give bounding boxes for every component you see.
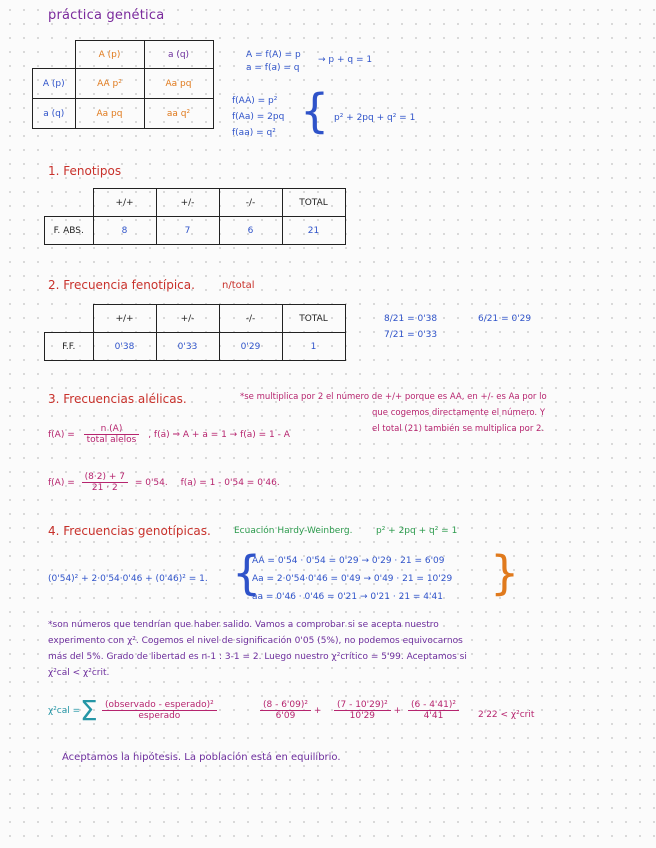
section-3-heading: 3. Frecuencias alélicas. [48,392,187,406]
punnett-col-header: a (q) [144,41,213,69]
chi-result: 2'22 < χ²crit [478,710,535,720]
calc-fa-result: f(a) = 1 - 0'54 = 0'46. [180,478,280,488]
hardy-weinberg-equation: p² + 2pq + q² = 1 [376,526,458,536]
section-2-heading: 2. Frecuencia fenotípica. [48,278,195,292]
calc-denominator: 21 · 2 [91,483,118,493]
row-label: F. ABS. [45,217,94,245]
punnett-cell: Aa pq [144,69,213,99]
term-den: 6'09 [275,711,296,721]
allele-def-a: A = f(A) = p [246,50,301,60]
freq-aa-dominant: f(AA) = p² [232,96,278,106]
chi-note-line-2: experimento con χ². Cogemos el nivel de significación 0'05 (5%), no podemos equivocarnos [48,636,463,646]
sigma-icon: Σ [80,694,98,727]
table-header: +/- [156,305,219,333]
table-cell: 7 [156,217,219,245]
chi-note-line-1: *son números que tendrían que haber salido. Vamos a comprobar si se acepta nuestro [48,620,439,630]
punnett-row-header: A (p) [33,69,76,99]
freq-aa-recessive: f(aa) = q² [232,128,276,138]
freq-aa-heterozygous: f(Aa) = 2pq [232,112,285,122]
chi-general-fraction [102,700,217,721]
genotype-calc-row: Aa = 2·0'54·0'46 = 0'49 → 0'49 · 21 = 10'29 [252,574,453,584]
hw-verification: (0'54)² + 2·0'54·0'46 + (0'46)² = 1. [48,574,208,584]
note-line-1: *se multiplica por 2 el número de +/+ porque es AA, en +/- es Aa por lo [240,392,547,402]
calc-result: = 0'54. [134,478,168,488]
phenotype-frequency-table [44,304,346,361]
calc-freq-1: 8/21 = 0'38 [384,314,438,324]
brace-icon: { [300,84,330,138]
allele-freq-calc [48,472,280,493]
chi-general-num: (observado - esperado)² [102,700,217,711]
note-line-2: que cogemos directamente el número. Y [372,408,546,418]
genotype-calc-row: AA = 0'54 · 0'54 = 0'29 → 0'29 · 21 = 6'09 [252,556,445,566]
table-cell: 0'33 [156,333,219,361]
table-header: TOTAL [282,189,345,217]
term-num: (7 - 10'29)² [334,700,391,711]
chi-term-2: $\frac{\text{(7 - 10'29)²}}{10'29}$ + [334,700,401,721]
punnett-cell: aa q² [144,99,213,129]
table-header: +/- [156,189,219,217]
calc-freq-3: 6/21 = 0'29 [478,314,532,324]
punnett-cell: AA p² [75,69,144,99]
note-line-3: el total (21) también se multiplica por 2. [372,424,545,434]
genotype-calc-row: aa = 0'46 · 0'46 = 0'21 → 0'21 · 21 = 4'41 [252,592,443,602]
term-den: 4'41 [423,711,444,721]
term-num: (8 - 6'09)² [260,700,311,711]
row-label: F.F. [45,333,94,361]
punnett-row-header: a (q) [33,99,76,129]
punnett-cell: Aa pq [75,99,144,129]
chi-note-line-3: más del 5%. Grado de libertad es n-1 : 3-1 = 2. Luego nuestro χ²crítico = 5'99. Aceptamos si [48,652,467,662]
allele-def-a-rec: a = f(a) = q [246,63,300,73]
equation-label: Ecuación Hardy-Weinberg. [234,526,353,536]
punnett-col-header: A (p) [75,41,144,69]
table-cell: 1 [282,333,345,361]
term-num: (6 - 4'41)² [408,700,459,711]
table-header: -/- [219,189,282,217]
table-header: +/+ [93,189,156,217]
page-title: práctica genética [48,8,165,23]
brace-icon: { [232,546,262,600]
chi-note-line-4: χ²cal < χ²crit. [48,668,110,678]
fa-numerator: n (A) [84,424,140,435]
conclusion: Aceptamos la hipótesis. La población está en equilibrio. [62,752,341,763]
fa-label: f(A) = [48,430,75,440]
calc-numerator: (8·2) + 7 [82,472,128,483]
fa-denominator: total alelos [86,435,137,445]
table-header: TOTAL [282,305,345,333]
table-cell: 21 [282,217,345,245]
phenotype-table [44,188,346,245]
chi-general-den: esperado [138,711,181,721]
punnett-square [32,40,214,129]
chi-term-3 [408,700,459,721]
pq-sum-equation: → p + q = 1 [318,55,373,65]
table-cell: 6 [219,217,282,245]
table-corner [45,305,94,333]
punnett-corner [33,41,76,69]
hardy-weinberg-sum: p² + 2pq + q² = 1 [334,113,416,123]
table-cell: 0'38 [93,333,156,361]
chi-term-1: $\frac{\text{(8 - 6'09)²}}{6'09}$ + [260,700,321,721]
table-cell: 8 [93,217,156,245]
allele-freq-formula [48,424,290,445]
close-brace-icon: } [490,546,520,600]
table-header: +/+ [93,305,156,333]
term-den: 10'29 [349,711,376,721]
section-2-subtitle: n/total [222,280,255,291]
table-cell: 0'29 [219,333,282,361]
calc-freq-2: 7/21 = 0'33 [384,330,438,340]
section-4-heading: 4. Frecuencias genotípicas. [48,524,211,538]
section-1-heading: 1. Fenotipos [48,164,122,178]
calc-label: f(A) = [48,478,75,488]
fa-relation: , f(a) ⇒ A + a = 1 → f(a) = 1 - A [148,430,290,440]
table-corner [45,189,94,217]
chi-label: χ²cal = [48,706,81,716]
table-header: -/- [219,305,282,333]
